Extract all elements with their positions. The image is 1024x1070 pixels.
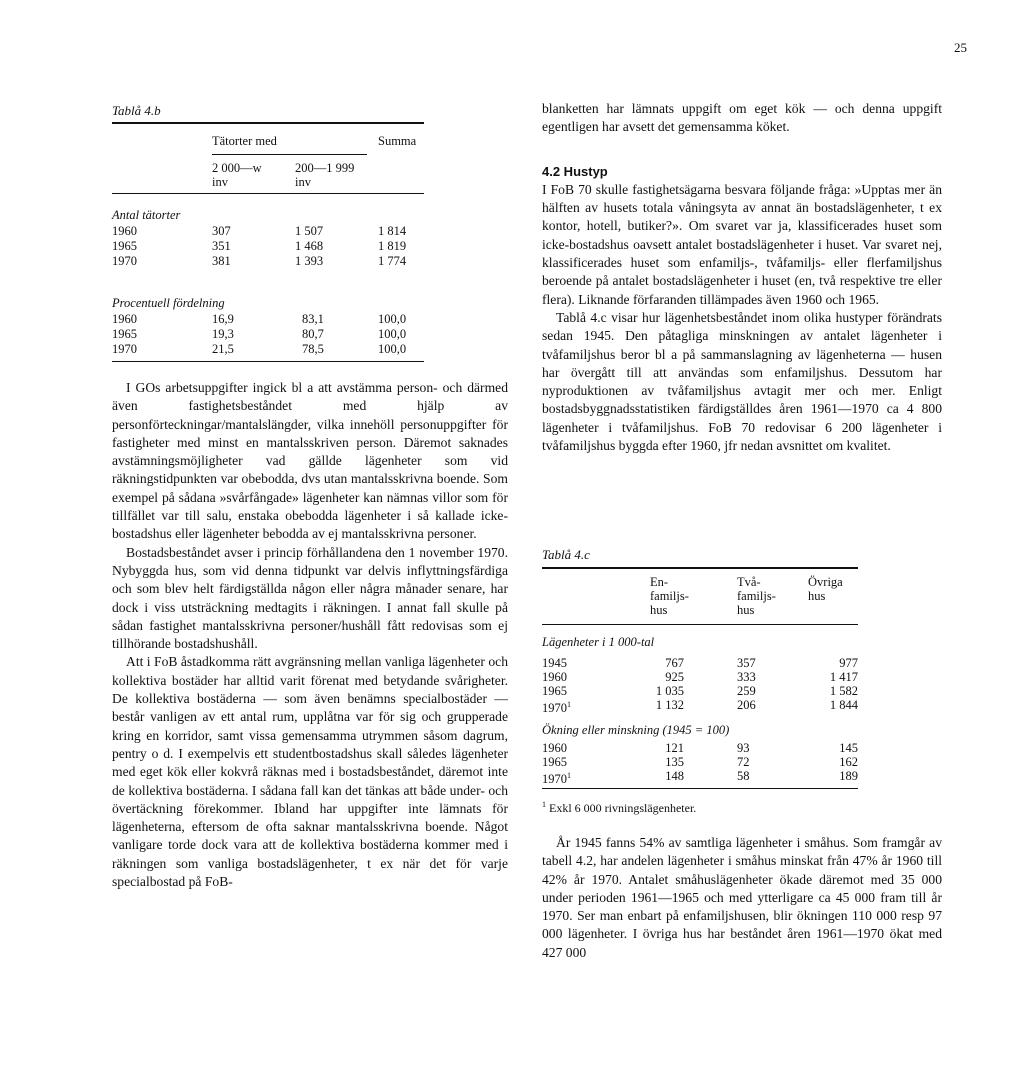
table-4c-r2-c: 1 417 [829,670,858,684]
left-paragraph-1: I GOs arbetsuppgifter ingick bl a att avstämma person- och därmed även fastighetsbeståndet med hjälp av personförteckningar/mantalslängder, vilka innehöll personuppgifter för fastigheter med minst en mantalsskriven person. Däremot saknades avstämningsmöjligheter vad gällde lägenheter som vid räkningstidpunkten var obebodda, dvs utan mantalsskrivna boende. Som exempel på sådana »svårfångade» lägenheter kan nämnas villor som för tillfället var till salu, enstaka obebodda lägenheter i så kallade icke-bostadshus eller lägenheter bebodda av ej mantalsskrivna personer. [112,380,508,542]
table-4c-r4-c: 1 844 [829,698,858,712]
table-4c-h2-l1: Två- [737,575,761,589]
left-paragraph-3: Att i FoB åstadkomma rätt avgränsning mellan vanliga lägenheter och kollektiva bostäder har alltid varit förenat med betydande svårigheter. De kollektiva bostäderna — som även benämns specialbostäder — består vanligen av ett antal rum, upplåtna var för sig och grupperade kring en korridor, samt vissa gemensamma utrymmen såsom dagrum, pentry o d. I exempelvis ett studentbostadshus skall således lägenheter med eget kök eller kokvrå räknas med i bostadsbeståndet, däremot inte de kollektiva bostäderna. I sådana fall kan det tänkas att både under- och övertäckning förekommer. Ibland har uppgifter inte lämnats för lägenheterna, eftersom de ofta saknar mantalsskrivna boende. Något vanligare torde dock vara att de kollektiva bostäderna kommer med i räkningen som vanliga bostadslägenheter, t ex när det för varje specialbostad på FoB- [112,654,508,890]
table-4b-sub1-l2: inv [212,175,228,189]
table-4c-h2-l3: hus [737,603,755,617]
table-4b-section2: Procentuell fördelning [112,296,225,310]
table-4b-p3-c: 100,0 [378,342,407,356]
right-paragraph-2: Tablå 4.c visar hur lägenhetsbeståndet inom olika hustyper förändrats sedan 1945. Den påtagliga minskningen av antalet lägenheter i tvåfamiljshus beror bl a på sammanslagning av lägenheterna — husen har övergått till att användas som enfamiljshus. Dessutom har nyproduktionen av tvåfamiljshus avtagit mer och mer. Enligt bostadsbyggnadsstatistiken färdigställdes åren 1961—1970 ca 4 800 lägenheter i tvåfamiljshus. FoB 70 redovisar 6 200 lägenheter i tvåfamiljshus byggda efter 1960, jfr nedan avsnittet om kvalitet. [542,309,942,454]
table-4c-h3-l2: hus [808,589,826,603]
table-4b-r2-year: 1965 [112,239,137,253]
table-4c-i2-year: 1965 [542,755,567,769]
table-4c-h2-l2: familjs- [737,589,776,603]
table-4b-r3-b: 1 393 [295,254,324,268]
table-4c-h1-l3: hus [650,603,668,617]
table-4c-bottom-rule [542,788,858,789]
left-paragraph-2: Bostadsbeståndet avser i princip förhållandena den 1 november 1970. Nybyggda hus, som vid denna tidpunkt var delvis inflyttningsfärdiga och som blev helt färdigställda någon eller några månader senare, har dock i viss utsträckning medtagits i räkningen. I annat fall skulle på sådan fastighet mantalsskrivna personer/hushåll fått redovisas som ej tillhörande bostadshushåll. [112,544,508,652]
table-4b-sub2-l2: inv [295,175,311,189]
table-4b-header-group: Tätorter med [212,134,277,148]
table-4c-section1: Lägenheter i 1 000-tal [542,635,655,649]
table-4b-p1-c: 100,0 [378,312,407,326]
table-4c-i2-a: 135 [665,755,684,769]
table-4c-r3-c: 1 582 [829,684,858,698]
table-4b-section1: Antal tätorter [112,208,181,222]
table-4c-r4-footnote-ref: 1 [567,700,571,709]
table-4c-r4-year [542,698,571,715]
table-4c-i3-b: 58 [737,769,750,783]
table-4b-r3-year: 1970 [112,254,137,268]
table-4b-p2-c: 100,0 [378,327,407,341]
table-4c-r2-year: 1960 [542,670,567,684]
table-4c-i1-c: 145 [839,741,858,755]
table-4b-header-rule [112,193,424,194]
table-4b-r1-c: 1 814 [378,224,407,238]
right-paragraph-1: I FoB 70 skulle fastighetsägarna besvara följande fråga: »Upptas mer än hälften av husets totala våningsyta av annat än bostadslägenheter, t ex kontor, hotell, butiker?». Om svaret var ja, klassificerades huset som icke-bostadshus oavsett antalet bostadslägenheter i huset. Var svaret nej, klassificerades huset som enfamiljs-, tvåfamiljs- eller flerfamiljshus beroende på antalet bostadslägenheter i huset (en, två respektive tre eller flera). Liknande förfaranden tillämpades även 1960 och 1965. [542,181,942,307]
table-4c-i3-a: 148 [665,769,684,783]
table-4b-title: Tablå 4.b [112,103,161,118]
table-4c-section2: Ökning eller minskning (1945 = 100) [542,723,730,737]
left-text-column [112,379,508,891]
table-4b-r2-b: 1 468 [295,239,324,253]
right-paragraph-0: blanketten har lämnats uppgift om eget kök — och denna uppgift egentligen har avsett det gemensamma köket. [542,101,942,135]
table-4c-r1-year: 1945 [542,656,567,670]
table-4c-title: Tablå 4.c [542,547,590,562]
table-4c-i1-a: 121 [665,741,684,755]
table-4b-p1-b: 83,1 [302,312,324,326]
right-text-column [542,100,942,455]
table-4b-r1-year: 1960 [112,224,137,238]
table-4c-r4-b: 206 [737,698,756,712]
right-text-column-lower [542,834,942,962]
table-4b-p3-b: 78,5 [302,342,324,356]
table-4b-sub1-l1: 2 000—w [212,161,262,175]
table-4b-r3-a: 381 [212,254,231,268]
footnote-mark: 1 [542,800,546,809]
table-4c-r2-b: 333 [737,670,756,684]
table-4b-bottom-rule [112,361,424,362]
table-4c-r3-year: 1965 [542,684,567,698]
table-4b-header-sum: Summa [378,134,417,148]
table-4c-h3-l1: Övriga [808,575,843,589]
table-4c-i3-c: 189 [839,769,858,783]
table-4b-p1-year: 1960 [112,312,137,326]
table-4b-group-rule [212,154,367,155]
table-4b-p2-b: 80,7 [302,327,324,341]
table-4c-i1-year: 1960 [542,741,567,755]
table-4c-i1-b: 93 [737,741,750,755]
table-4b-sub2-l1: 200—1 999 [295,161,355,175]
table-4b-r3-c: 1 774 [378,254,407,268]
table-4c-i3-year-text: 1970 [542,772,567,787]
right-paragraph-3: År 1945 fanns 54% av samtliga lägenheter i småhus. Som framgår av tabell 4.2, har andelen lägenheter i småhus minskat från 47% år 1960 till 42% år 1970. Antalet småhuslägenheter ökade däremot med 35 000 under perioden 1961—1965 och med ytterligare ca 45 000 fram till år 1970. Ser man enbart på enfamiljshusen, blir ökningen 110 000 resp 97 000 lägenheter. I övriga hus har beståndet åren 1961—1970 ökat med 427 000 [542,835,942,960]
table-4b-top-rule [112,122,424,124]
page-number: 25 [954,40,967,55]
table-4b-r1-b: 1 507 [295,224,324,238]
table-4c-r1-b: 357 [737,656,756,670]
table-4c-i2-b: 72 [737,755,750,769]
table-4c-r1-c: 977 [839,656,858,670]
table-4b-r2-c: 1 819 [378,239,407,253]
table-4c-top-rule [542,567,858,569]
table-4b-p2-a: 19,3 [212,327,234,341]
footnote-text: Exkl 6 000 rivningslägenheter. [549,801,697,815]
table-4c-r4-year-text: 1970 [542,701,567,716]
section-heading-hustyp: 4.2 Hustyp [542,163,608,179]
table-4c-i2-c: 162 [839,755,858,769]
table-4c-h1-l1: En- [650,575,669,589]
table-4b-p3-year: 1970 [112,342,137,356]
table-4c-r3-b: 259 [737,684,756,698]
table-4c-r3-a: 1 035 [655,684,684,698]
table-4b-p2-year: 1965 [112,327,137,341]
table-4c-r4-a: 1 132 [655,698,684,712]
table-4b-r1-a: 307 [212,224,231,238]
table-4b-p3-a: 21,5 [212,342,234,356]
table-4c-i3-year [542,769,571,786]
table-4c-footnote [542,800,696,816]
table-4c-r2-a: 925 [665,670,684,684]
table-4c-header-rule [542,624,858,625]
table-4c-r1-a: 767 [665,656,684,670]
table-4b-p1-a: 16,9 [212,312,234,326]
table-4b-r2-a: 351 [212,239,231,253]
table-4c-i3-footnote-ref: 1 [567,771,571,780]
table-4c-h1-l2: familjs- [650,589,689,603]
